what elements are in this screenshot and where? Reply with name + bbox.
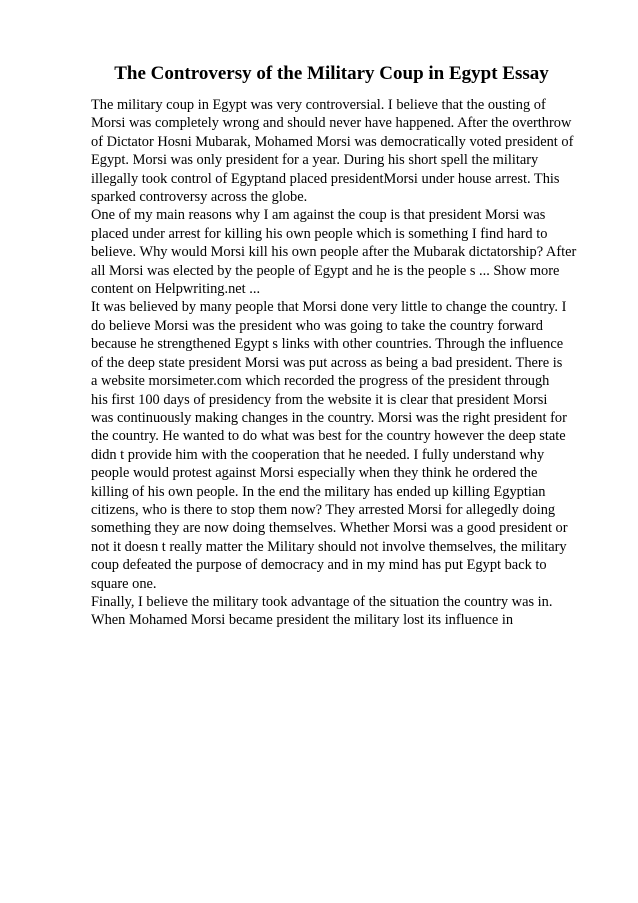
text-line: all Morsi was elected by the people of Egypt and he is the people s ... Show more xyxy=(91,262,560,279)
text-line: not it doesn t really matter the Military should not involve themselves, the military xyxy=(91,538,567,555)
text-line: citizens, who is there to stop them now? They arrested Morsi for allegedly doing xyxy=(91,501,556,518)
text-line: content on Helpwriting.net ... xyxy=(91,281,261,298)
text-line: people would protest against Morsi especially when they think he ordered the xyxy=(91,465,538,482)
text-line: Finally, I believe the military took advantage of the situation the country was in. xyxy=(91,593,553,610)
essay-title: The Controversy of the Military Coup in Egypt Essay xyxy=(114,63,549,84)
text-line: square one. xyxy=(91,575,157,592)
text-line: his first 100 days of presidency from the website it is clear that president Morsi xyxy=(91,391,548,408)
text-line: illegally took control of Egyptand placed presidentMorsi under house arrest. This xyxy=(91,170,560,187)
text-line: do believe Morsi was the president who was going to take the country forward xyxy=(91,317,543,334)
text-line: was continuously making changes in the country. Morsi was the right president for xyxy=(91,409,567,426)
text-line: didn t provide him with the cooperation that he needed. I fully understand why xyxy=(91,446,545,463)
essay-body xyxy=(91,96,591,630)
text-line: When Mohamed Morsi became president the military lost its influence in xyxy=(91,612,514,629)
text-line: of the deep state president Morsi was put across as being a bad president. There is xyxy=(91,354,563,371)
text-line: It was believed by many people that Morsi done very little to change the country. I xyxy=(91,299,567,316)
text-line: a website morsimeter.com which recorded the progress of the president through xyxy=(91,373,550,390)
text-line: something they are now doing themselves. Whether Morsi was a good president or xyxy=(91,520,568,537)
text-line: Egypt. Morsi was only president for a year. During his short spell the military xyxy=(91,152,539,169)
text-line: because he strengthened Egypt s links with other countries. Through the influence xyxy=(91,336,564,353)
text-line: of Dictator Hosni Mubarak, Mohamed Morsi was democratically voted president of xyxy=(91,133,574,150)
text-line: One of my main reasons why I am against the coup is that president Morsi was xyxy=(91,207,546,224)
text-line: placed under arrest for killing his own people which is something I find hard to xyxy=(91,225,548,242)
text-line: killing of his own people. In the end the military has ended up killing Egyptian xyxy=(91,483,546,500)
text-line: believe. Why would Morsi kill his own people after the Mubarak dictatorship? After xyxy=(91,244,577,261)
text-line: the country. He wanted to do what was best for the country however the deep state xyxy=(91,428,566,445)
text-line: sparked controversy across the globe. xyxy=(91,189,308,206)
text-line: The military coup in Egypt was very controversial. I believe that the ousting of xyxy=(91,97,546,113)
text-line: coup defeated the purpose of democracy and in my mind has put Egypt back to xyxy=(91,557,547,574)
text-line: Morsi was completely wrong and should never have happened. After the overthrow xyxy=(91,115,572,132)
